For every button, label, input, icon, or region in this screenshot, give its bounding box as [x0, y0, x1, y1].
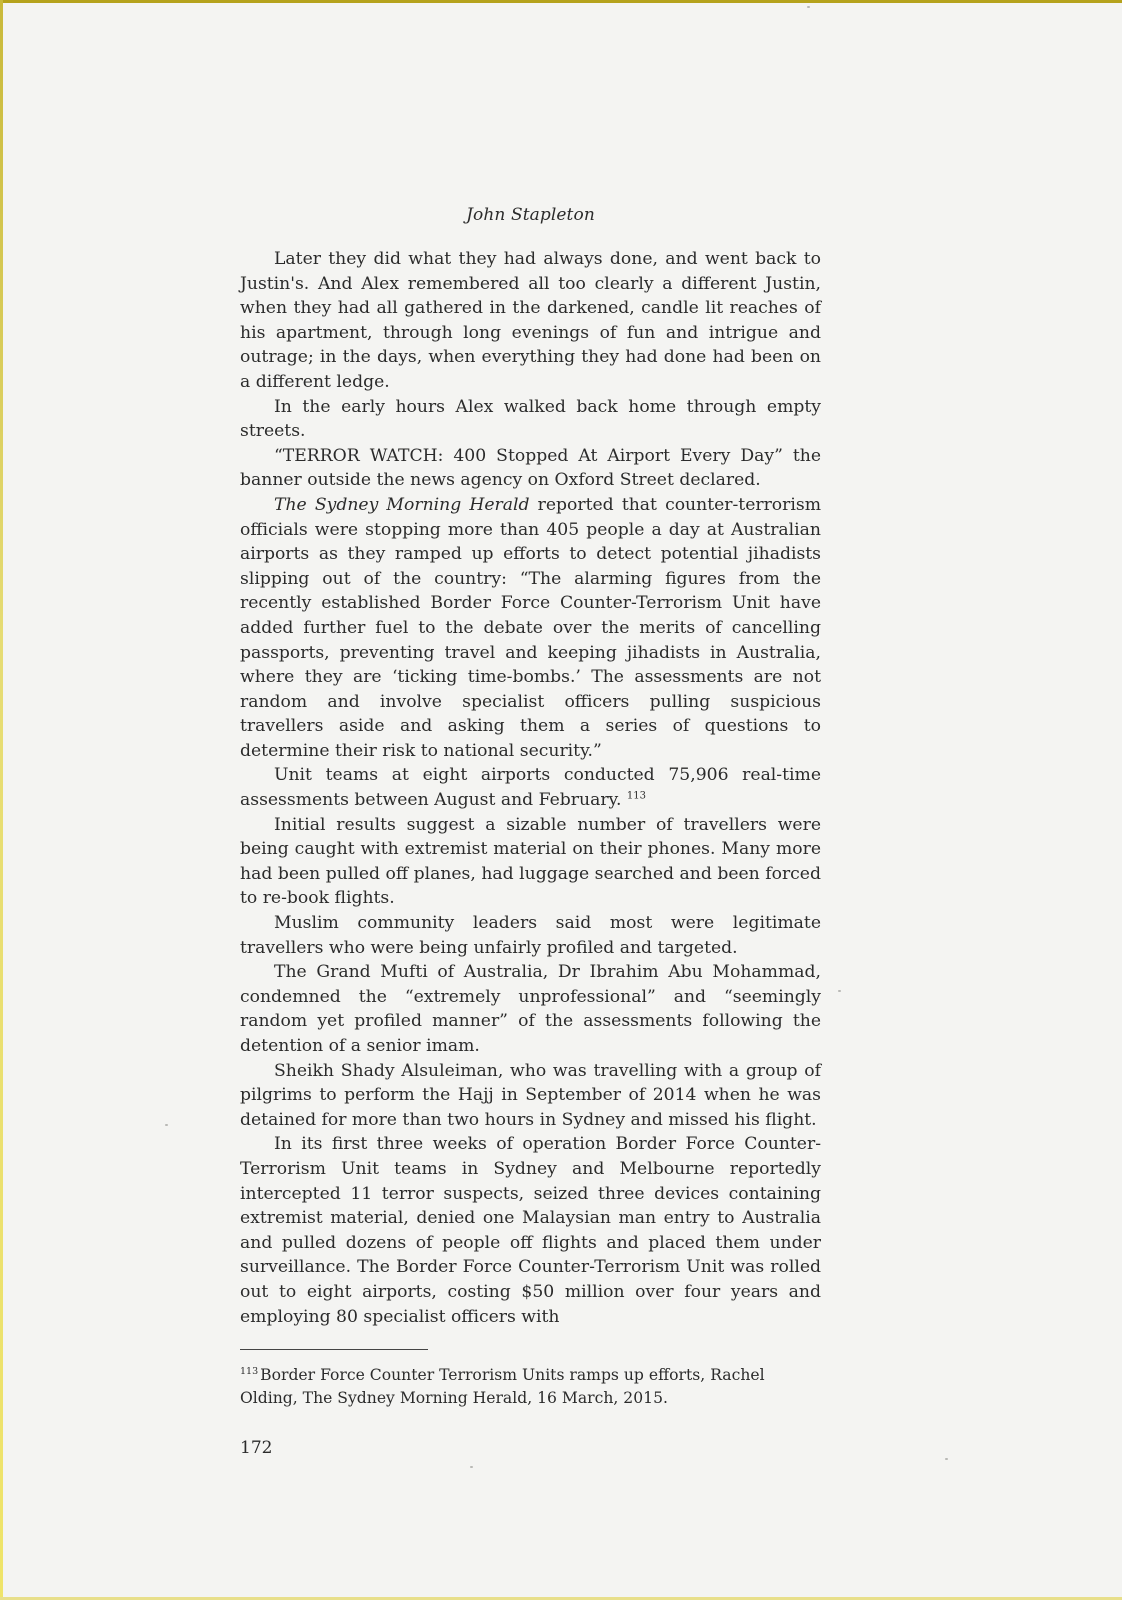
paragraph-text: Unit teams at eight airports conducted 75,906 real-time assessments between August and February. [240, 765, 821, 811]
scan-speck [470, 1466, 473, 1468]
paragraph-text: Sheikh Shady Alsuleiman, who was travelling with a group of pilgrims to perform the Hajj in September of 2014 when he was detained for more than two hours in Sydney and missed his flight. [240, 1060, 821, 1130]
scan-edge-left [0, 0, 3, 1600]
body-text [240, 247, 821, 1329]
paragraph-text: reported that counter-terrorism officials were stopping more than 405 people a day at Australian airports as they ramped up efforts to detect potential jihadists slipping out of the country: “The alarming figures from the recently established Border Force Counter-Terrorism Unit have added further fuel to the debate over the merits of cancelling passports, preventing travel and keeping jihadists in Australia, where they are ‘ticking time-bombs.’ The assessments are not random and involve specialist officers pulling suspicious travellers aside and asking them a series of questions to determine their risk to national security.” [240, 494, 821, 761]
footnote-text: Border Force Counter Terrorism Units ramps up efforts, Rachel Olding, The Sydney Morning Herald, 16 March, 2015. [240, 1366, 765, 1408]
scan-speck [165, 1124, 168, 1126]
scan-speck [945, 1458, 948, 1460]
paragraph-text: Later they did what they had always done, and went back to Justin's. And Alex remembered all too clearly a different Justin, when they had all gathered in the darkened, candle lit reaches of his apartment, through long evenings of fun and intrigue and outrage; in the days, when everything they had done had been on a different ledge. [240, 249, 821, 392]
body-paragraph [240, 1132, 821, 1329]
footnote-number: 113 [240, 1365, 259, 1377]
running-head: John Stapleton [466, 205, 595, 225]
body-paragraph [240, 493, 821, 764]
footnote-rule [240, 1349, 428, 1350]
publication-title: The Sydney Morning Herald [274, 494, 530, 515]
body-paragraph [240, 444, 821, 493]
body-paragraph [240, 763, 821, 812]
body-paragraph [240, 960, 821, 1058]
body-paragraph [240, 247, 821, 395]
text-block [240, 205, 821, 1458]
scan-speck [807, 6, 810, 8]
paragraph-text: “TERROR WATCH: 400 Stopped At Airport Every Day” the banner outside the news agency on Oxford Street declared. [240, 445, 821, 491]
body-paragraph [240, 911, 821, 960]
paragraph-text: Muslim community leaders said most were legitimate travellers who were being unfairly profiled and targeted. [240, 913, 821, 958]
footnote-reference: 113 [626, 790, 646, 802]
paragraph-text: The Grand Mufti of Australia, Dr Ibrahim Abu Mohammad, condemned the “extremely unprofessional” and “seemingly random yet profiled manner” of the assessments following the detention of a senior imam. [240, 962, 821, 1056]
body-paragraph [240, 1059, 821, 1133]
body-paragraph [240, 813, 821, 911]
paragraph-text: In the early hours Alex walked back home through empty streets. [240, 396, 821, 442]
scan-speck [838, 990, 841, 992]
body-paragraph [240, 395, 821, 444]
paragraph-text: In its first three weeks of operation Border Force Counter-Terrorism Unit teams in Sydney and Melbourne reportedly intercepted 11 terror suspects, seized three devices containing extremist material, denied one Malaysian man entry to Australia and pulled dozens of people off flights and placed them under surveillance. The Border Force Counter-Terrorism Unit was rolled out to eight airports, costing $50 million over four years and employing 80 specialist officers with [240, 1134, 821, 1327]
page-number: 172 [240, 1438, 273, 1459]
footnote [240, 1364, 821, 1410]
scan-edge-top [0, 0, 1122, 3]
paragraph-text: Initial results suggest a sizable number of travellers were being caught with extremist material on their phones. Many more had been pulled off planes, had luggage searched and been forced to re-book flights. [240, 814, 821, 909]
